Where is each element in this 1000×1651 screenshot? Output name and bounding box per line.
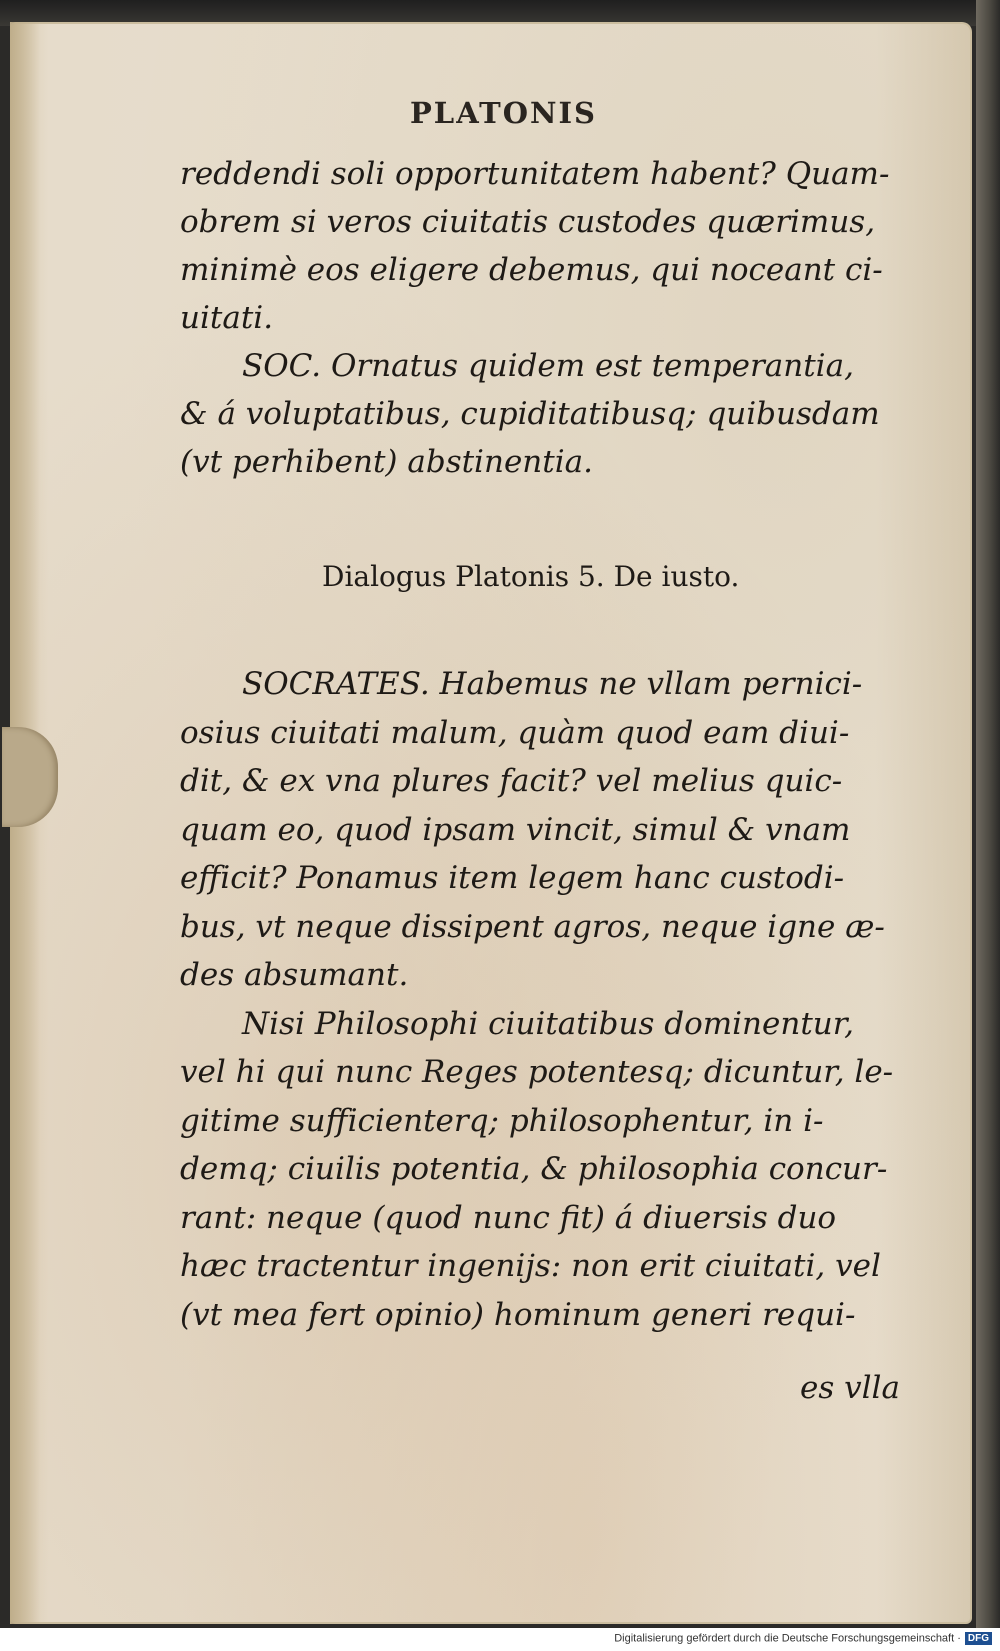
catchword: es vlla	[800, 1370, 900, 1406]
text-line: vel hi qui nunc Reges potentesq; dicuntur, le-	[180, 1054, 894, 1090]
text-block-two	[180, 660, 895, 1339]
text-line: SOCRATES. Habemus ne vllam pernici-	[242, 666, 863, 702]
text-line: reddendi soli opportunitatem habent? Quam-	[180, 156, 890, 192]
text-line: bus, vt neque dissipent agros, neque igne æ-	[180, 908, 885, 945]
text-line: & á voluptatibus, cupiditatibusq; quibusdam	[180, 396, 880, 432]
text-line: gitime sufficienterq; philosophentur, in i-	[180, 1102, 824, 1139]
text-line: demq; ciuilis potentia, & philosophia concur-	[180, 1151, 888, 1187]
text-line: SOC. Ornatus quidem est temperantia,	[242, 348, 854, 384]
text-line: hæc tractentur ingenijs: non erit ciuitati, vel	[180, 1248, 881, 1284]
text-line: Nisi Philosophi ciuitatibus dominentur,	[242, 1005, 855, 1042]
footer-credit-text: Digitalisierung gefördert durch die Deutsche Forschungsgemeinschaft ·	[614, 1632, 961, 1645]
text-line: minimè eos eligere debemus, qui noceant ci-	[180, 252, 883, 288]
text-line: des absumant.	[180, 957, 409, 993]
text-line: (vt perhibent) abstinentia.	[180, 444, 593, 480]
dialogue-heading: Dialogus Platonis 5. De iusto.	[322, 560, 740, 593]
text-line: dit, & ex vna plures facit? vel melius quic-	[180, 763, 843, 799]
text-line: quam eo, quod ipsam vincit, simul & vnam	[180, 811, 851, 848]
text-block-one	[180, 150, 895, 486]
text-line: obrem si veros ciuitatis custodes quærimus,	[180, 204, 876, 240]
running-head: PLATONIS	[410, 96, 597, 130]
footer-credit	[614, 1632, 992, 1645]
text-line: rant: neque (quod nunc fit) á diuersis duo	[180, 1199, 837, 1236]
page-tab-marker	[2, 727, 58, 827]
text-line: efficit? Ponamus item legem hanc custodi-	[180, 860, 845, 896]
book-fore-edge	[976, 0, 1000, 1651]
text-line: (vt mea fert opinio) hominum generi requi-	[180, 1296, 856, 1333]
text-line: uitati.	[180, 300, 274, 336]
digitization-footer	[0, 1628, 1000, 1651]
text-line: osius ciuitati malum, quàm quod eam diui-	[180, 714, 850, 751]
dfg-logo: DFG	[965, 1632, 992, 1645]
